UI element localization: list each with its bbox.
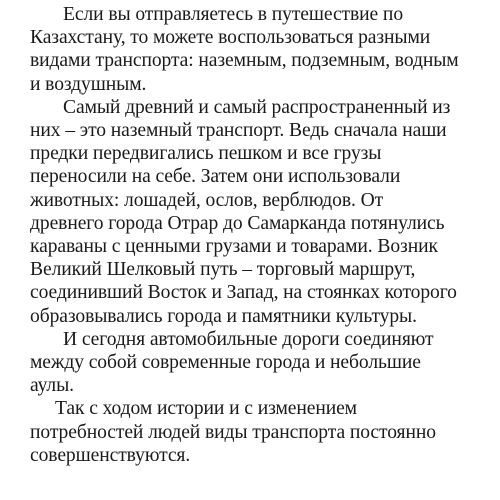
text-line: потребностей людей виды транспорта постоянно — [30, 421, 436, 443]
text-line: Если вы отправляетесь в путешествие по — [63, 4, 404, 25]
text-line: караваны с ценными грузами и товарами. Возник — [30, 236, 438, 258]
text-line: образовывались города и памятники культуры. — [30, 305, 417, 327]
text-line: предки передвигались пешком и все грузы — [30, 143, 382, 165]
paragraph-1 — [30, 3, 500, 96]
text-line: переносили на себе. Затем они использовали — [30, 166, 401, 188]
paragraph-3 — [30, 328, 500, 398]
text-line: Так с ходом истории и с изменением — [55, 398, 357, 420]
text-line: между собой современные города и небольшие — [30, 352, 421, 374]
text-line: соединивший Восток и Запад, на стоянках которого — [30, 282, 457, 304]
text-line: древнего города Отрар до Самарканда потянулись — [30, 212, 445, 234]
text-line: животных: лошадей, ослов, верблюдов. От — [30, 189, 384, 211]
paragraph-2 — [30, 96, 500, 328]
text-line: И сегодня автомобильные дороги соединяют — [63, 328, 434, 350]
text-line: Самый древний и самый распространенный из — [63, 96, 451, 118]
text-line: совершенствуются. — [30, 444, 191, 466]
text-line: Великий Шелковый путь – торговый маршрут, — [30, 259, 416, 281]
text-line: них – это наземный транспорт. Ведь сначала наши — [30, 120, 447, 142]
text-line: и воздушным. — [30, 73, 147, 95]
text-line: аулы. — [30, 375, 74, 397]
text-line: видами транспорта: наземным, подземным, водным — [30, 50, 459, 72]
text-line: Казахстану, то можете воспользоваться разными — [30, 27, 431, 49]
paragraph-4 — [30, 397, 500, 467]
